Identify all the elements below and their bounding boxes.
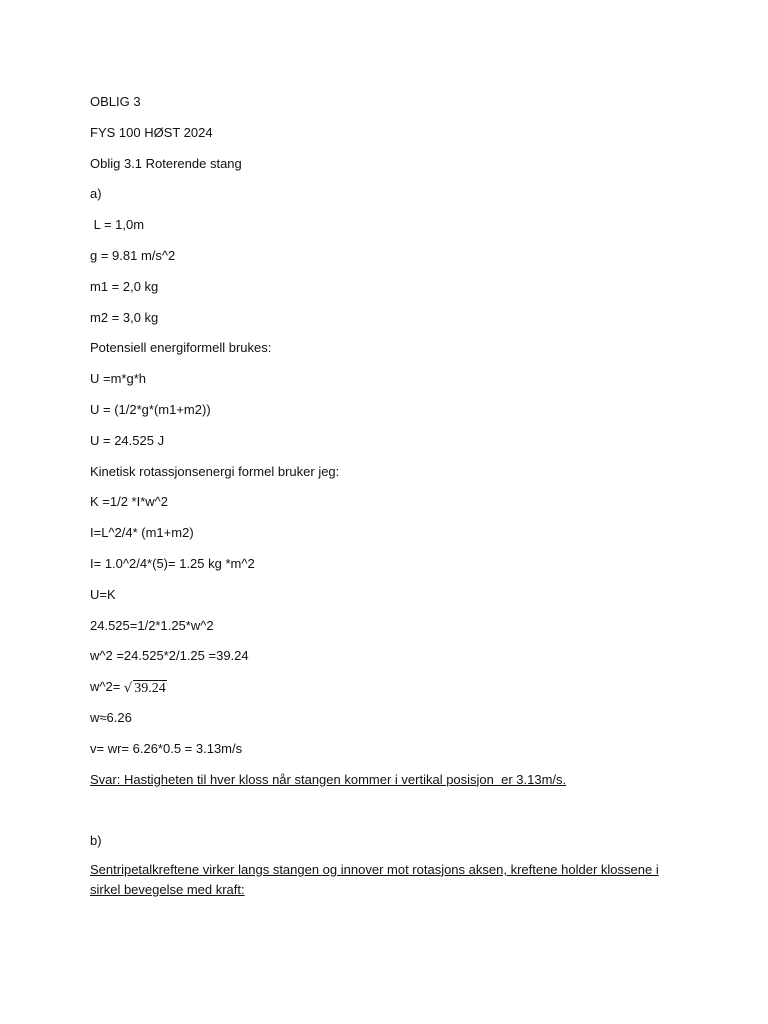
task-heading: Oblig 3.1 Roterende stang: [90, 155, 242, 171]
radical-sign: √: [123, 681, 133, 697]
answer-a: [90, 771, 690, 788]
part-a-label: a): [90, 186, 102, 202]
potential-energy-substitution: U = (1/2*g*(m1+m2)): [90, 401, 211, 417]
answer-a-text: Svar: Hastigheten til hver kloss når stangen kommer i vertikal posisjon er 3.13m/s.: [90, 771, 567, 787]
answer-b: [90, 860, 690, 900]
omega-sqrt-prefix: w^2=: [90, 679, 124, 695]
given-length: L = 1,0m: [90, 217, 145, 233]
radicand: 39.24: [134, 681, 166, 697]
blank-line: [90, 801, 690, 832]
energy-equality: U=K: [90, 586, 116, 602]
document-page: [90, 93, 690, 914]
kinetic-energy-intro: Kinetisk rotassjonsenergi formel bruker jeg:: [90, 463, 340, 479]
potential-energy-result: U = 24.525 J: [90, 432, 165, 448]
kinetic-energy-formula: K =1/2 *I*w^2: [90, 494, 169, 510]
energy-equation: 24.525=1/2*1.25*w^2: [90, 617, 214, 633]
velocity-result: v= wr= 6.26*0.5 = 3.13m/s: [90, 740, 243, 756]
inertia-formula: I=L^2/4* (m1+m2): [90, 525, 194, 541]
inertia-result: I= 1.0^2/4*(5)= 1.25 kg *m^2: [90, 555, 255, 571]
potential-energy-formula: U =m*g*h: [90, 371, 146, 387]
answer-b-text: Sentripetalkreftene virker langs stangen og innover mot rotasjons aksen, kreftene holder klossene i sirkel bevegelse med kraft:: [90, 861, 659, 897]
course-line: FYS 100 HØST 2024: [90, 124, 213, 140]
part-b-label: b): [90, 833, 102, 849]
given-mass-1: m1 = 2,0 kg: [90, 278, 159, 294]
omega-approx: w≈6.26: [90, 709, 132, 725]
given-gravity: g = 9.81 m/s^2: [90, 247, 176, 263]
square-root-expression: [124, 680, 167, 697]
omega-sqrt-line: [90, 678, 690, 695]
omega-squared: w^2 =24.525*2/1.25 =39.24: [90, 648, 249, 664]
given-mass-2: m2 = 3,0 kg: [90, 309, 159, 325]
doc-title: OBLIG 3: [90, 94, 141, 109]
potential-energy-intro: Potensiell energiformell brukes:: [90, 340, 272, 356]
